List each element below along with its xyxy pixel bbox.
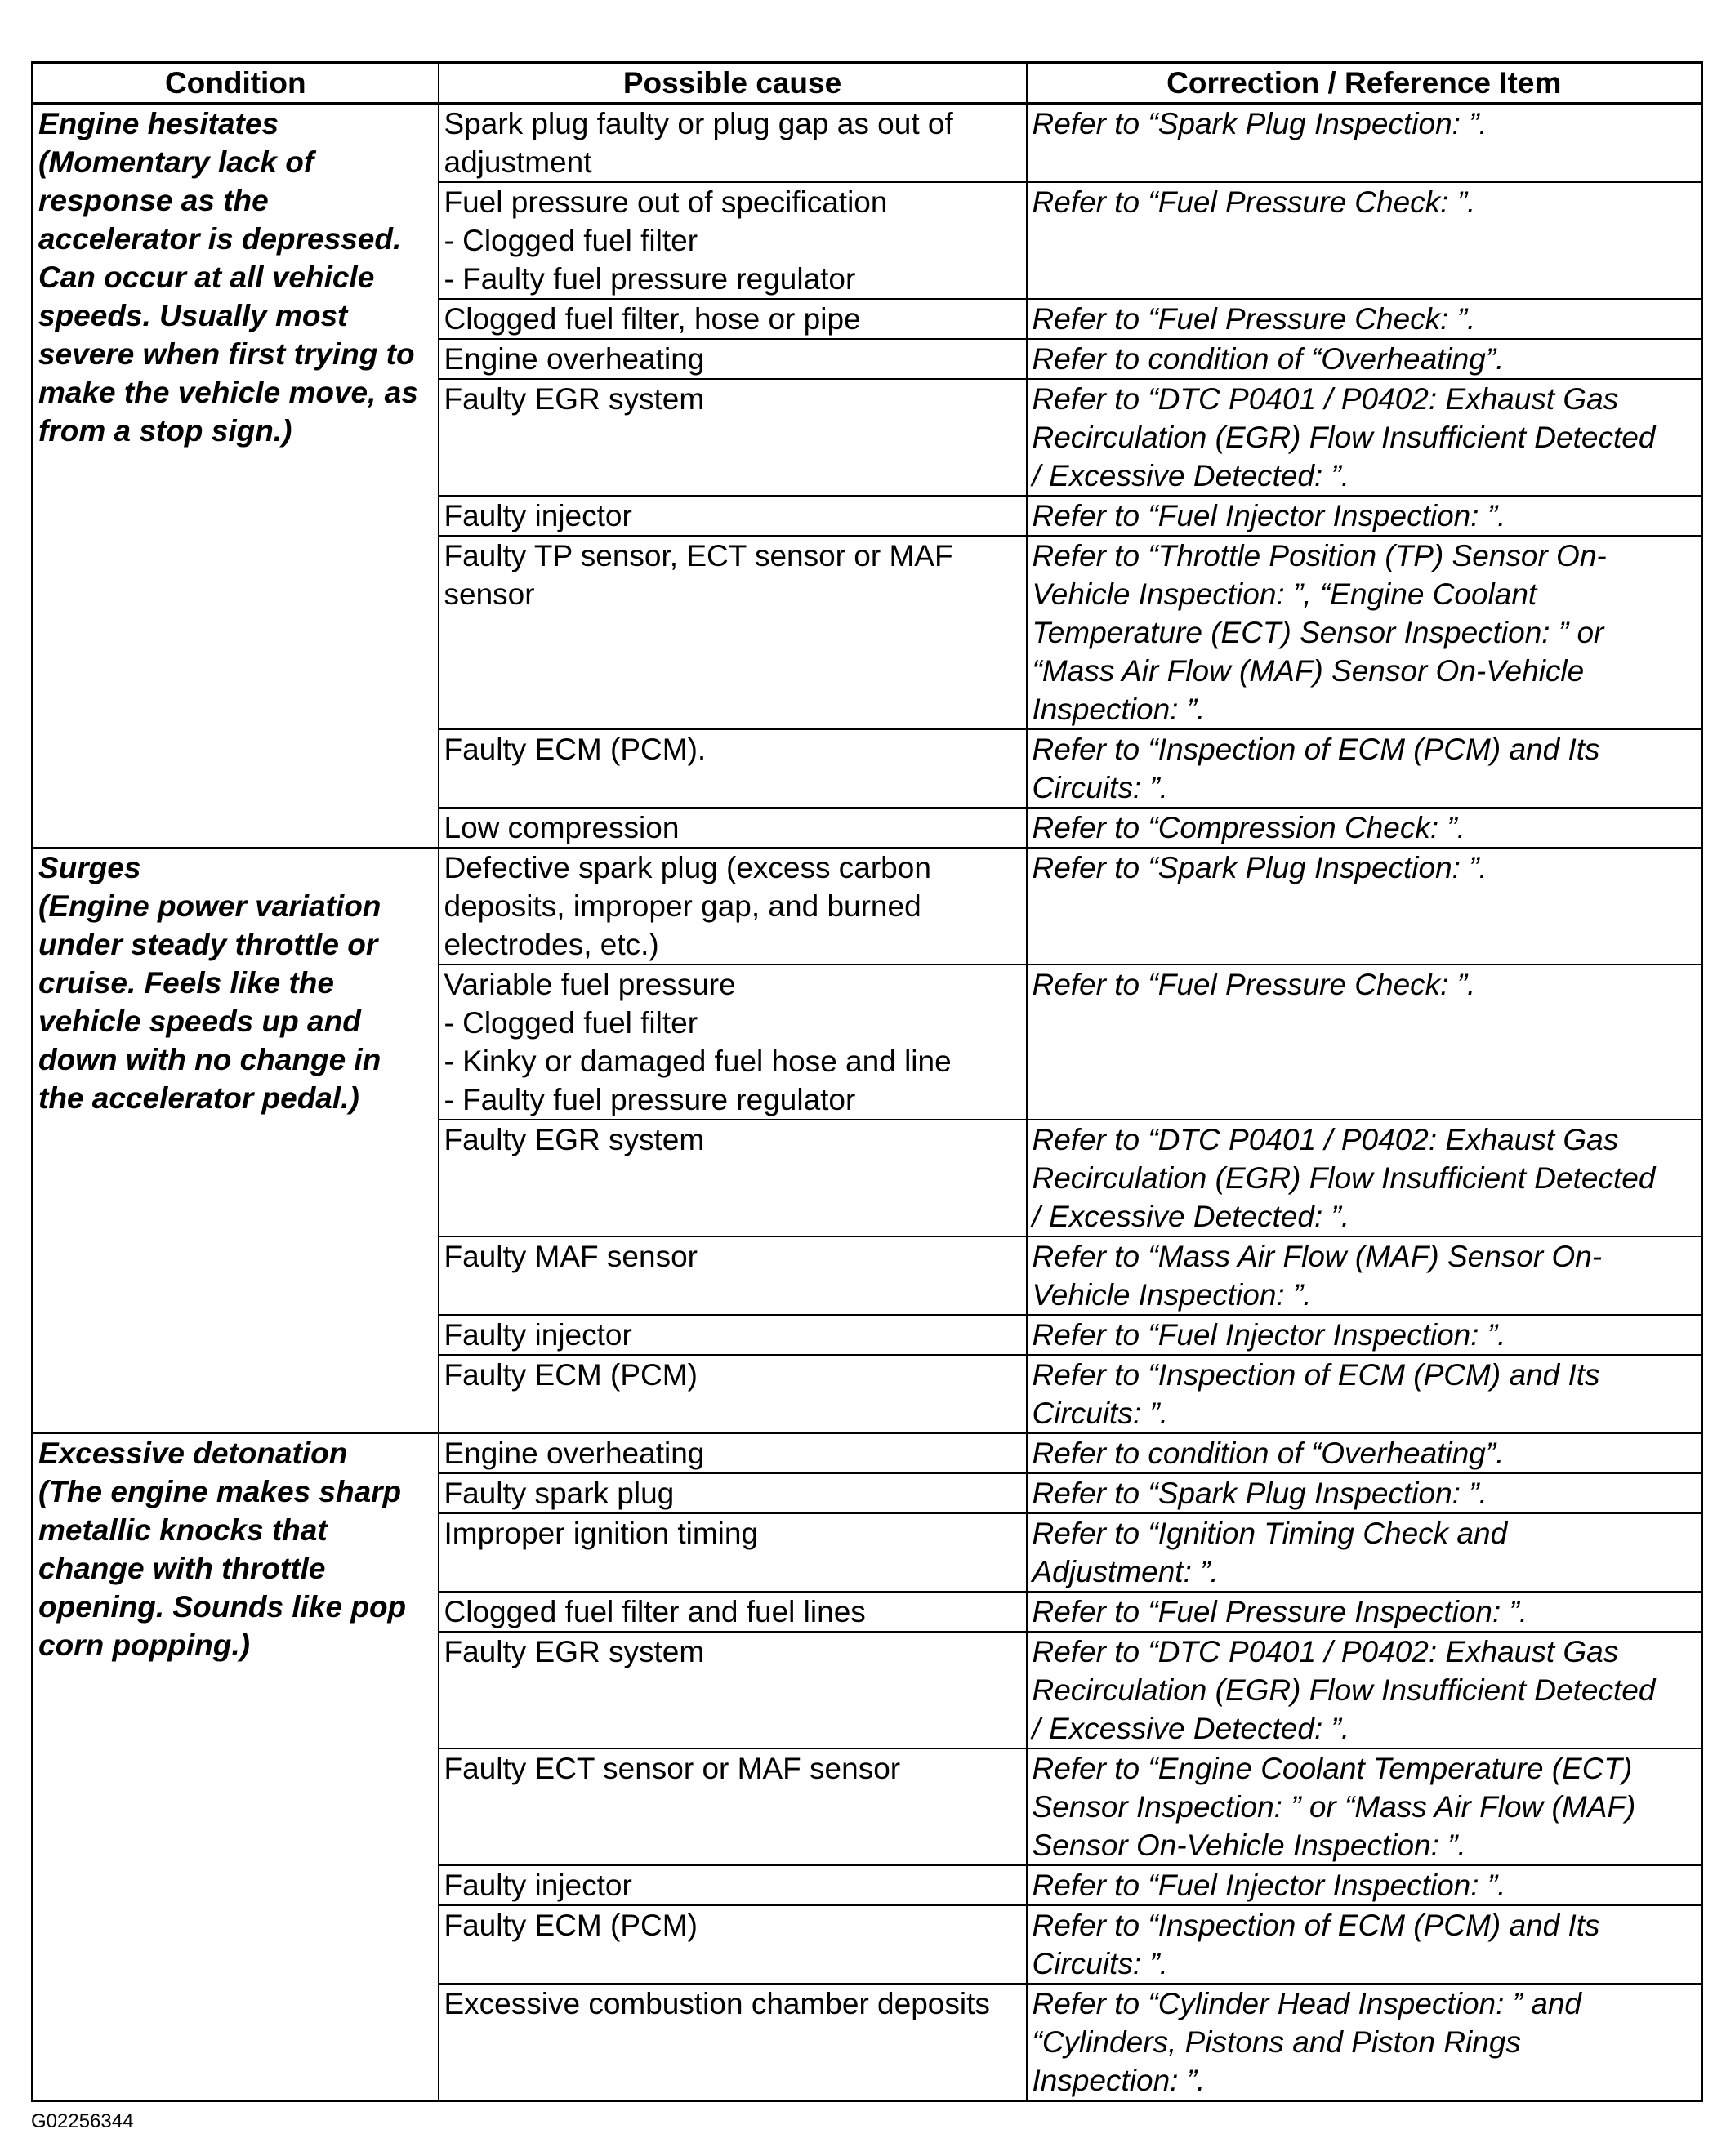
reference-line: Circuits: ”.: [1032, 1947, 1168, 1980]
cause-line: Clogged fuel filter, hose or pipe: [444, 302, 861, 336]
reference-cell: [1027, 1473, 1702, 1513]
cause-line: Defective spark plug (excess carbon: [444, 851, 931, 884]
cause-cell: [439, 1433, 1027, 1473]
reference-line: Refer to “DTC P0401 / P0402: Exhaust Gas: [1032, 1123, 1619, 1156]
reference-line: / Excessive Detected: ”.: [1032, 1712, 1350, 1745]
cause-line: Variable fuel pressure: [444, 968, 736, 1001]
reference-cell: [1027, 1236, 1702, 1315]
reference-cell: [1027, 1748, 1702, 1865]
cause-cell: [439, 729, 1027, 808]
cause-line: Improper ignition timing: [444, 1517, 759, 1550]
reference-line: Refer to condition of “Overheating”.: [1032, 342, 1505, 376]
cause-cell: [439, 1120, 1027, 1236]
header-possible-cause: Possible cause: [439, 63, 1027, 104]
reference-cell: [1027, 1865, 1702, 1905]
condition-line: the accelerator pedal.): [38, 1081, 359, 1115]
cause-line: Excessive combustion chamber deposits: [444, 1987, 990, 2020]
cause-line: Clogged fuel filter and fuel lines: [444, 1595, 866, 1628]
table-body: [33, 104, 1702, 2101]
reference-cell: [1027, 496, 1702, 536]
cause-line: Engine overheating: [444, 342, 705, 376]
reference-line: Refer to “Cylinder Head Inspection: ” and: [1032, 1987, 1582, 2020]
condition-cell: [33, 104, 439, 849]
reference-cell: [1027, 1513, 1702, 1592]
table-row: [33, 1433, 1702, 1473]
table-row: [33, 104, 1702, 183]
cause-cell: [439, 848, 1027, 964]
cause-line: deposits, improper gap, and burned: [444, 889, 921, 923]
cause-line: - Faulty fuel pressure regulator: [444, 1083, 856, 1116]
troubleshooting-table: [31, 61, 1703, 2102]
cause-line: electrodes, etc.): [444, 928, 659, 961]
reference-line: Refer to “Mass Air Flow (MAF) Sensor On-: [1032, 1240, 1603, 1273]
cause-line: - Clogged fuel filter: [444, 224, 698, 257]
cause-line: - Clogged fuel filter: [444, 1006, 698, 1040]
reference-line: Circuits: ”.: [1032, 771, 1168, 804]
reference-line: Refer to “Ignition Timing Check and: [1032, 1517, 1508, 1550]
reference-cell: [1027, 104, 1702, 183]
cause-cell: [439, 1315, 1027, 1355]
reference-cell: [1027, 1905, 1702, 1984]
reference-line: Recirculation (EGR) Flow Insufficient Detected: [1032, 421, 1656, 454]
reference-line: Circuits: ”.: [1032, 1396, 1168, 1430]
condition-line: corn popping.): [38, 1628, 250, 1662]
reference-line: Refer to “Engine Coolant Temperature (ECT): [1032, 1752, 1633, 1785]
condition-cell: [33, 848, 439, 1433]
cause-line: - Kinky or damaged fuel hose and line: [444, 1045, 952, 1078]
reference-line: Adjustment: ”.: [1032, 1555, 1219, 1588]
cause-line: Faulty EGR system: [444, 382, 705, 416]
condition-line: (The engine makes sharp: [38, 1475, 402, 1508]
condition-line: severe when first trying to: [38, 337, 415, 371]
reference-cell: [1027, 379, 1702, 496]
condition-line: change with throttle: [38, 1552, 326, 1585]
cause-cell: [439, 1355, 1027, 1433]
condition-line: Excessive detonation: [38, 1437, 348, 1470]
reference-line: Refer to “Spark Plug Inspection: ”.: [1032, 1477, 1487, 1510]
reference-line: Temperature (ECT) Sensor Inspection: ” or: [1032, 616, 1604, 649]
cause-line: Faulty ECM (PCM): [444, 1358, 698, 1392]
reference-line: Refer to condition of “Overheating”.: [1032, 1437, 1505, 1470]
condition-line: Engine hesitates: [38, 107, 279, 140]
table-header: [33, 63, 1702, 104]
reference-line: Refer to “Fuel Pressure Check: ”.: [1032, 185, 1476, 219]
cause-line: Spark plug faulty or plug gap as out of: [444, 107, 953, 140]
reference-line: Vehicle Inspection: ”.: [1032, 1278, 1312, 1312]
cause-cell: [439, 808, 1027, 848]
cause-line: Faulty injector: [444, 499, 632, 532]
cause-line: Engine overheating: [444, 1437, 705, 1470]
cause-cell: [439, 299, 1027, 339]
table-row: [33, 848, 1702, 964]
header-condition: Condition: [33, 63, 439, 104]
cause-cell: [439, 1984, 1027, 2101]
cause-line: Faulty MAF sensor: [444, 1240, 698, 1273]
condition-line: response as the: [38, 184, 269, 217]
reference-line: Refer to “Compression Check: ”.: [1032, 811, 1466, 844]
reference-cell: [1027, 808, 1702, 848]
cause-cell: [439, 1865, 1027, 1905]
cause-line: Faulty injector: [444, 1318, 632, 1352]
header-row: [33, 63, 1702, 104]
reference-line: Refer to “DTC P0401 / P0402: Exhaust Gas: [1032, 1635, 1619, 1668]
condition-line: opening. Sounds like pop: [38, 1590, 407, 1624]
cause-cell: [439, 1748, 1027, 1865]
reference-line: “Cylinders, Pistons and Piston Rings: [1032, 2025, 1521, 2059]
condition-line: from a stop sign.): [38, 414, 292, 448]
reference-line: Refer to “Fuel Injector Inspection: ”.: [1032, 1318, 1506, 1352]
reference-line: Refer to “Inspection of ECM (PCM) and Its: [1032, 733, 1600, 766]
reference-cell: [1027, 1315, 1702, 1355]
reference-cell: [1027, 1984, 1702, 2101]
reference-cell: [1027, 1433, 1702, 1473]
cause-line: Faulty ECM (PCM).: [444, 733, 707, 766]
cause-line: Fuel pressure out of specification: [444, 185, 888, 219]
cause-cell: [439, 379, 1027, 496]
cause-cell: [439, 1905, 1027, 1984]
reference-line: Sensor On-Vehicle Inspection: ”.: [1032, 1829, 1466, 1862]
cause-line: adjustment: [444, 145, 592, 179]
cause-line: - Faulty fuel pressure regulator: [444, 262, 856, 296]
condition-line: cruise. Feels like the: [38, 966, 334, 1000]
condition-cell: [33, 1433, 439, 2101]
reference-line: “Mass Air Flow (MAF) Sensor On-Vehicle: [1032, 654, 1585, 688]
cause-cell: [439, 104, 1027, 183]
reference-line: Refer to “Fuel Injector Inspection: ”.: [1032, 1869, 1506, 1902]
condition-line: (Momentary lack of: [38, 145, 314, 179]
reference-line: Inspection: ”.: [1032, 2064, 1206, 2097]
condition-line: accelerator is depressed.: [38, 222, 402, 256]
cause-cell: [439, 496, 1027, 536]
header-correction: Correction / Reference Item: [1027, 63, 1702, 104]
reference-line: Refer to “Throttle Position (TP) Sensor On-: [1032, 539, 1607, 572]
reference-line: Refer to “DTC P0401 / P0402: Exhaust Gas: [1032, 382, 1619, 416]
condition-line: under steady throttle or: [38, 928, 378, 961]
cause-line: Faulty spark plug: [444, 1477, 675, 1510]
cause-line: Faulty EGR system: [444, 1123, 705, 1156]
condition-line: metallic knocks that: [38, 1513, 328, 1547]
figure-id: G02256344: [31, 2110, 134, 2132]
cause-line: Low compression: [444, 811, 680, 844]
reference-line: Recirculation (EGR) Flow Insufficient Detected: [1032, 1161, 1656, 1195]
condition-line: vehicle speeds up and: [38, 1004, 361, 1038]
condition-line: Surges: [38, 851, 141, 884]
cause-cell: [439, 1632, 1027, 1748]
cause-cell: [439, 964, 1027, 1120]
reference-line: / Excessive Detected: ”.: [1032, 459, 1350, 492]
reference-cell: [1027, 964, 1702, 1120]
condition-line: Can occur at all vehicle: [38, 261, 375, 294]
reference-line: Inspection: ”.: [1032, 693, 1206, 726]
reference-cell: [1027, 339, 1702, 379]
cause-cell: [439, 536, 1027, 729]
troubleshooting-sheet: [31, 61, 1701, 2102]
reference-line: Refer to “Inspection of ECM (PCM) and Its: [1032, 1358, 1600, 1392]
reference-cell: [1027, 1632, 1702, 1748]
condition-line: make the vehicle move, as: [38, 376, 418, 409]
reference-line: Vehicle Inspection: ”, “Engine Coolant: [1032, 577, 1537, 611]
reference-line: Refer to “Fuel Pressure Check: ”.: [1032, 968, 1476, 1001]
reference-cell: [1027, 1355, 1702, 1433]
reference-line: Refer to “Fuel Pressure Inspection: ”.: [1032, 1595, 1528, 1628]
cause-line: Faulty ECT sensor or MAF sensor: [444, 1752, 901, 1785]
reference-line: Refer to “Spark Plug Inspection: ”.: [1032, 107, 1487, 140]
reference-line: Refer to “Fuel Injector Inspection: ”.: [1032, 499, 1506, 532]
reference-line: Sensor Inspection: ” or “Mass Air Flow (MAF): [1032, 1790, 1636, 1824]
cause-line: Faulty TP sensor, ECT sensor or MAF: [444, 539, 953, 572]
cause-cell: [439, 1592, 1027, 1632]
condition-line: down with no change in: [38, 1043, 381, 1076]
cause-line: sensor: [444, 577, 535, 611]
cause-cell: [439, 182, 1027, 299]
reference-line: / Excessive Detected: ”.: [1032, 1200, 1350, 1233]
cause-line: Faulty ECM (PCM): [444, 1909, 698, 1942]
cause-cell: [439, 1473, 1027, 1513]
cause-cell: [439, 339, 1027, 379]
condition-line: (Engine power variation: [38, 889, 381, 923]
reference-cell: [1027, 182, 1702, 299]
reference-cell: [1027, 1592, 1702, 1632]
cause-cell: [439, 1236, 1027, 1315]
reference-line: Refer to “Spark Plug Inspection: ”.: [1032, 851, 1487, 884]
reference-line: Recirculation (EGR) Flow Insufficient Detected: [1032, 1673, 1656, 1707]
cause-line: Faulty injector: [444, 1869, 632, 1902]
reference-cell: [1027, 299, 1702, 339]
reference-line: Refer to “Inspection of ECM (PCM) and Its: [1032, 1909, 1600, 1942]
condition-line: speeds. Usually most: [38, 299, 348, 332]
reference-cell: [1027, 1120, 1702, 1236]
reference-line: Refer to “Fuel Pressure Check: ”.: [1032, 302, 1476, 336]
reference-cell: [1027, 729, 1702, 808]
reference-cell: [1027, 536, 1702, 729]
cause-cell: [439, 1513, 1027, 1592]
reference-cell: [1027, 848, 1702, 964]
cause-line: Faulty EGR system: [444, 1635, 705, 1668]
